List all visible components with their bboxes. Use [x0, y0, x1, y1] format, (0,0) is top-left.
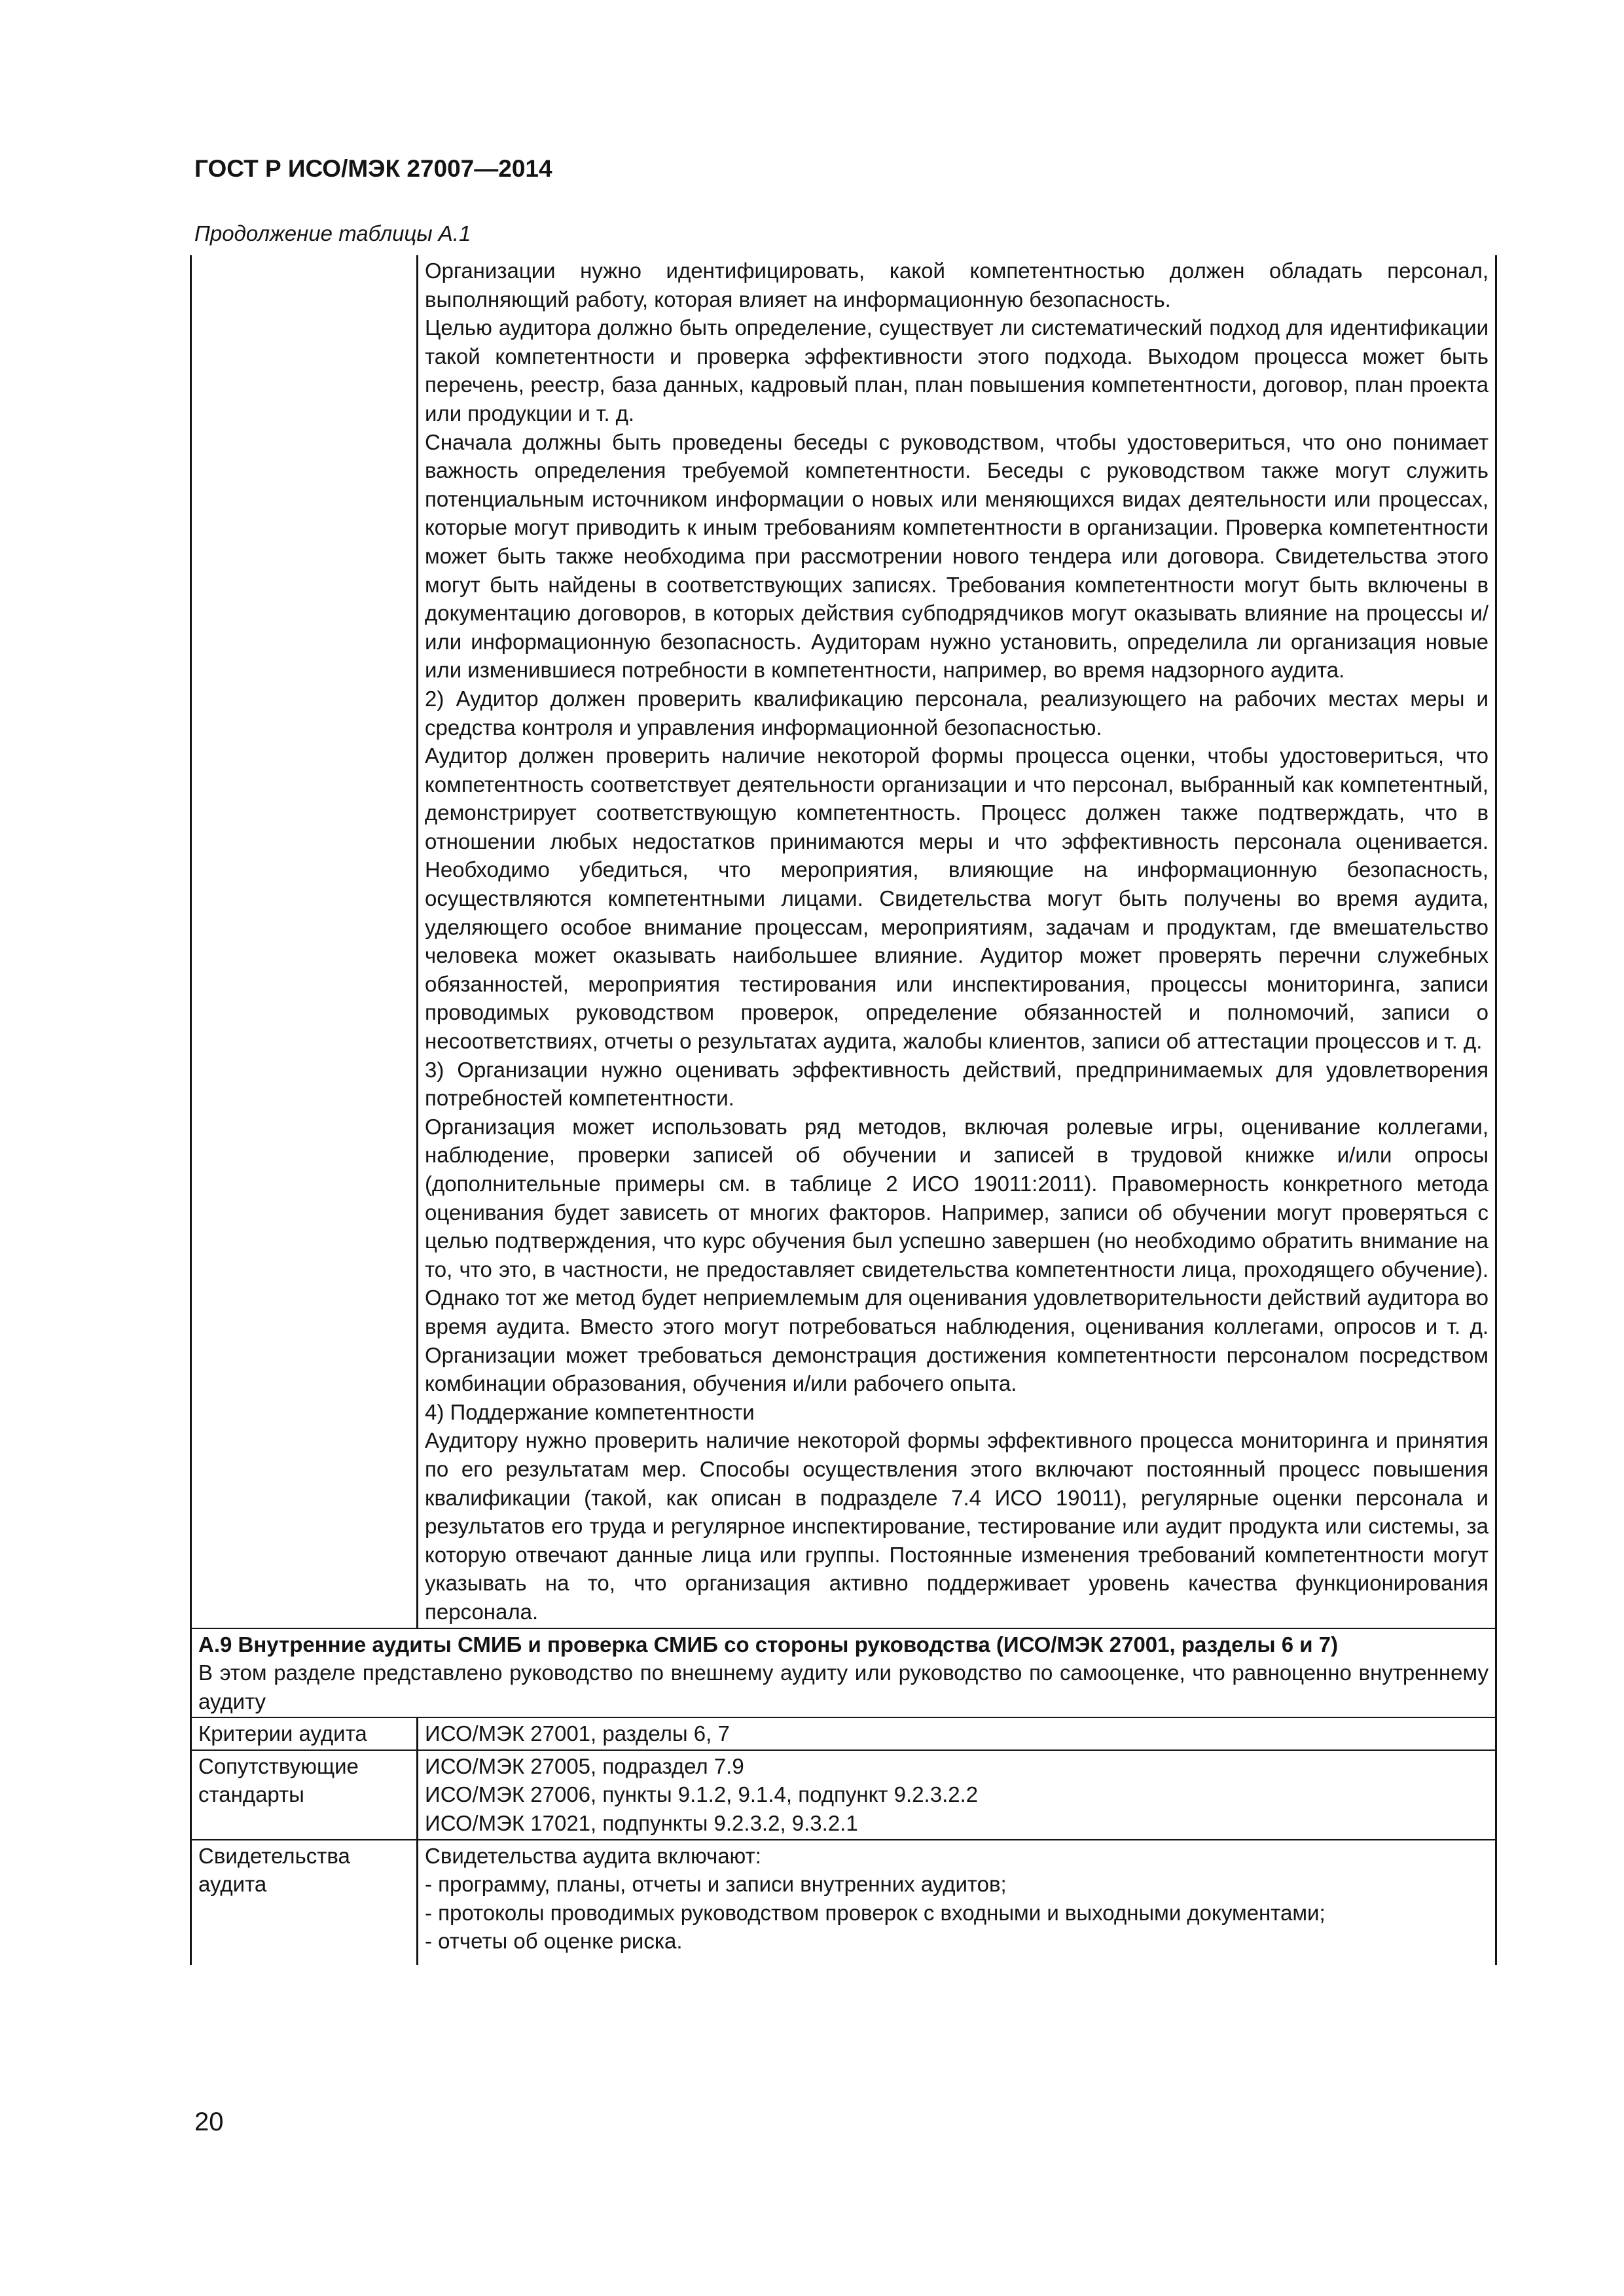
continued-text-cell [418, 255, 1496, 1628]
section-header-row [191, 1628, 1496, 1718]
table-row-continued [191, 255, 1496, 1628]
table-continuation-caption: Продолжение таблицы А.1 [194, 221, 471, 245]
continued-label-cell [191, 255, 418, 1628]
criteria-value: ИСО/МЭК 27001, разделы 6, 7 [418, 1717, 1496, 1750]
audit-evidence-line: Свидетельства аудита включают: [425, 1843, 761, 1868]
document-header-title: ГОСТ Р ИСО/МЭК 27007—2014 [194, 155, 552, 182]
continued-paragraph: Целью аудитора должно быть определение, существует ли систематический подход для идентификации такой компетентности и проверка эффективности этого подхода. Выходом процесса может быть перечень, реестр, база данных, кадровый план, план повышения компетентности, договор, план проекта или продукции и т. д. [425, 315, 1489, 425]
continued-paragraph: 4) Поддержание компетентности [425, 1399, 755, 1424]
continued-paragraph: Сначала должны быть проведены беседы с руководством, чтобы удостовериться, что оно понимает важность определения требуемой компетентности. Беседы с руководством также могут служить потенциальным источником информации о новых или меняющихся видах деятельности или процессах, которые могут приводить к иным требованиям компетентности в организации. Проверка компетентности может быть также необходима при рассмотрении нового тендера или договора. Свидетельства этого могут быть найдены в соответствующих записях. Требования компетентности могут быть включены в документацию договоров, в которых действия субподрядчиков могут оказывать влияние на процессы и/или информационную безопасность. Аудиторам нужно установить, определила ли организация новые или изменившиеся потребности в компетентности, например, во время надзорного аудита. [425, 429, 1489, 683]
continued-paragraph: Аудитор должен проверить наличие некоторой формы процесса оценки, чтобы удостовериться, что компетентность соответствует деятельности организации и что персонал, выбранный как компетентный, демонстрирует соответствующую компетентность. Процесс должен также подтверждать, что в отношении любых недостатков принимаются меры и что эффективность персонала оценивается. Необходимо убедиться, что мероприятия, влияющие на информационную безопасность, осуществляются компетентными лицами. Свидетельства могут быть получены во время аудита, уделяющего особое внимание процессам, мероприятиям, задачам и продуктам, где вмешательство человека может оказывать наибольшее влияние. Аудитор может проверять перечни служебных обязанностей, мероприятия тестирования или инспектирования, процессы мониторинга, записи проводимых руководством проверок, определение обязанностей и полномочий, записи о несоответствиях, отчеты о результатах аудита, жалобы клиентов, записи об аттестации процессов и т. д. [425, 744, 1489, 1054]
table-row-related-standards [191, 1750, 1496, 1840]
criteria-label: Критерии аудита [191, 1717, 418, 1750]
audit-evidence-label: Свидетельства аудита [191, 1840, 418, 1965]
related-standard-line: ИСО/МЭК 17021, подпункты 9.2.3.2, 9.3.2.1 [425, 1811, 858, 1836]
related-standard-line: ИСО/МЭК 27006, пункты 9.1.2, 9.1.4, подпункт 9.2.3.2.2 [425, 1782, 979, 1807]
continued-paragraph: 2) Аудитор должен проверить квалификацию персонала, реализующего на рабочих местах меры и средства контроля и управления информационной безопасностью. [425, 686, 1489, 740]
continued-paragraph: Аудитору нужно проверить наличие некоторой формы эффективного процесса мониторинга и принятия по его результатам мер. Способы осуществления этого включают постоянный процесс повышения квалификации (такой, как описан в подразделе 7.4 ИСО 19011), регулярные оценки персонала и результатов его труда и регулярное инспектирование, тестирование или аудит продукта или системы, за которую отвечают данные лица или группы. Постоянные изменения требований компетентности могут указывать на то, что организация активно поддерживает уровень качества функционирования персонала. [425, 1428, 1489, 1624]
continued-paragraph: 3) Организации нужно оценивать эффективность действий, предпринимаемых для удовлетворения потребностей компетентности. [425, 1057, 1489, 1111]
section-intro: В этом разделе представлено руководство по внешнему аудиту или руководство по самооценке, что равноценно внутреннему аудиту [198, 1660, 1489, 1713]
section-title: А.9 Внутренние аудиты СМИБ и проверка СМИБ со стороны руководства (ИСО/МЭК 27001, разделы 6 и 7) [198, 1632, 1339, 1657]
continued-paragraph: Организации нужно идентифицировать, какой компетентностью должен обладать персонал, выполняющий работу, которая влияет на информационную безопасность. [425, 259, 1489, 312]
audit-evidence-line: - протоколы проводимых руководством проверок с входными и выходными документами; [425, 1900, 1326, 1925]
related-standards-value [418, 1750, 1496, 1840]
continued-paragraph: Организация может использовать ряд методов, включая ролевые игры, оценивание коллегами, наблюдение, проверки записей об обучении и записей в трудовой книжке и/или опросы (дополнительные примеры см. в таблице 2 ИСО 19011:2011). Правомерность конкретного метода оценивания будет зависеть от многих факторов. Например, записи об обучении могут проверяться с целью подтверждения, что курс обучения был успешно завершен (но необходимо обратить внимание на то, что это, в частности, не предоставляет свидетельства компетентности лица, проходящего обучение). Однако тот же метод будет неприемлемым для оценивания удовлетворительности действий аудитора во время аудита. Вместо этого могут потребоваться наблюдения, оценивания коллегами, опросов и т. д. Организации может требоваться демонстрация достижения компетентности персоналом посредством комбинации образования, обучения и/или рабочего опыта. [425, 1114, 1489, 1396]
page-number: 20 [194, 2108, 224, 2136]
related-standards-label: Сопутствующие стандарты [191, 1750, 418, 1840]
audit-evidence-value [418, 1840, 1496, 1965]
table-row-audit-evidence [191, 1840, 1496, 1965]
related-standard-line: ИСО/МЭК 27005, подраздел 7.9 [425, 1753, 744, 1778]
requirements-table [190, 255, 1497, 1965]
section-header-cell [191, 1628, 1496, 1718]
table-row-criteria [191, 1717, 1496, 1750]
audit-evidence-line: - отчеты об оценке риска. [425, 1929, 683, 1954]
audit-evidence-line: - программу, планы, отчеты и записи внутренних аудитов; [425, 1872, 1007, 1897]
